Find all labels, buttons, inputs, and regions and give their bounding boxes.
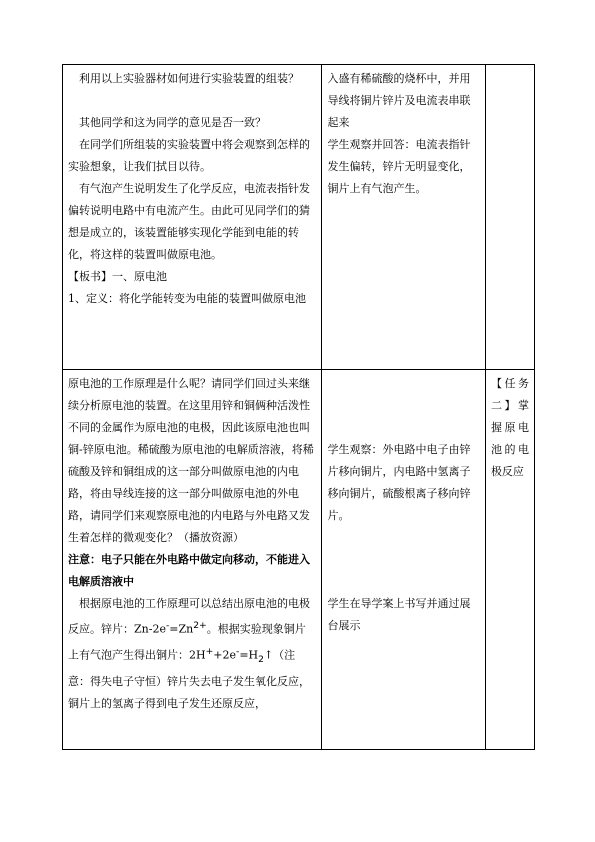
paragraph: 学生观察并回答：电流表指针发生偏转，锌片无明显变化，铜片上有气泡产生。 [327,138,471,195]
task-cell [485,65,534,370]
definition: 1、定义：将化学能转变为电能的装置叫做原电池 [68,292,306,305]
paragraph: 学生在导学案上书写并通过展台展示 [327,597,471,632]
paragraph: 学生观察：外电路中电子由锌片移向铜片，内电路中氢离子移向铜片，硫酸根离子移向锌片。 [327,443,471,522]
lesson-plan-table [62,64,535,750]
paragraph: 入盛有稀硫酸的烧杯中，并用导线将铜片锌片及电流表串联起来 [327,72,471,129]
paragraph: 利用以上实验器材如何进行实验装置的组装？ [79,72,299,85]
teacher-activity-cell [63,370,322,750]
board-note: 【板书】一、原电池 [68,270,167,283]
paragraph: 有气泡产生说明发生了化学反应，电流表指针发偏转说明电路中有电流产生。由此可见同学们的猜想是成立的，该装置能够实现化学能到电能的转化，将这样的装置叫做原电池。 [68,182,310,261]
table-row [63,65,535,370]
task-cell [485,370,534,750]
task-label: 【任务二】掌握原电池的电极反应 [490,377,529,478]
student-activity-cell [322,370,485,750]
paragraph: 在同学们所组装的实验装置中将会观察到怎样的实验想象，让我们拭目以待。 [68,138,310,173]
note-bold: 注意：电子只能在外电路中做定向移动，不能进入电解质溶液中 [68,553,310,588]
student-activity-cell [322,65,485,370]
paragraph: 其他同学和这为同学的意见是否一致？ [79,116,266,129]
teacher-activity-cell [63,65,322,370]
electrode-reaction-paragraph: 根据原电池的工作原理可以总结出原电池的电极反应。锌片：$Zn-2e^-=Zn^{2+}$。根据实验现象铜片上有气泡产生得出铜片：$2H^++2e^-=H_2↑$（注意：得失电子守恒）锌片失去电子发生氧化反应，铜片上的氢离子得到电子发生还原反应， [68,597,310,710]
paragraph: 原电池的工作原理是什么呢？请同学们回过头来继续分析原电池的装置。在这里用锌和铜俩种活泼性不同的金属作为原电池的电极，因此该原电池也叫铜-锌原电池。稀硫酸为原电池的电解质溶液，将稀硫酸及锌和铜组成的这一部分叫做原电池的内电路，将由导线连接的这一部分叫做原电池的外电路，请同学们来观察原电池的内电路与外电路又发生着怎样的微观变化？（播放资源） [68,377,314,544]
table-row [63,370,535,750]
